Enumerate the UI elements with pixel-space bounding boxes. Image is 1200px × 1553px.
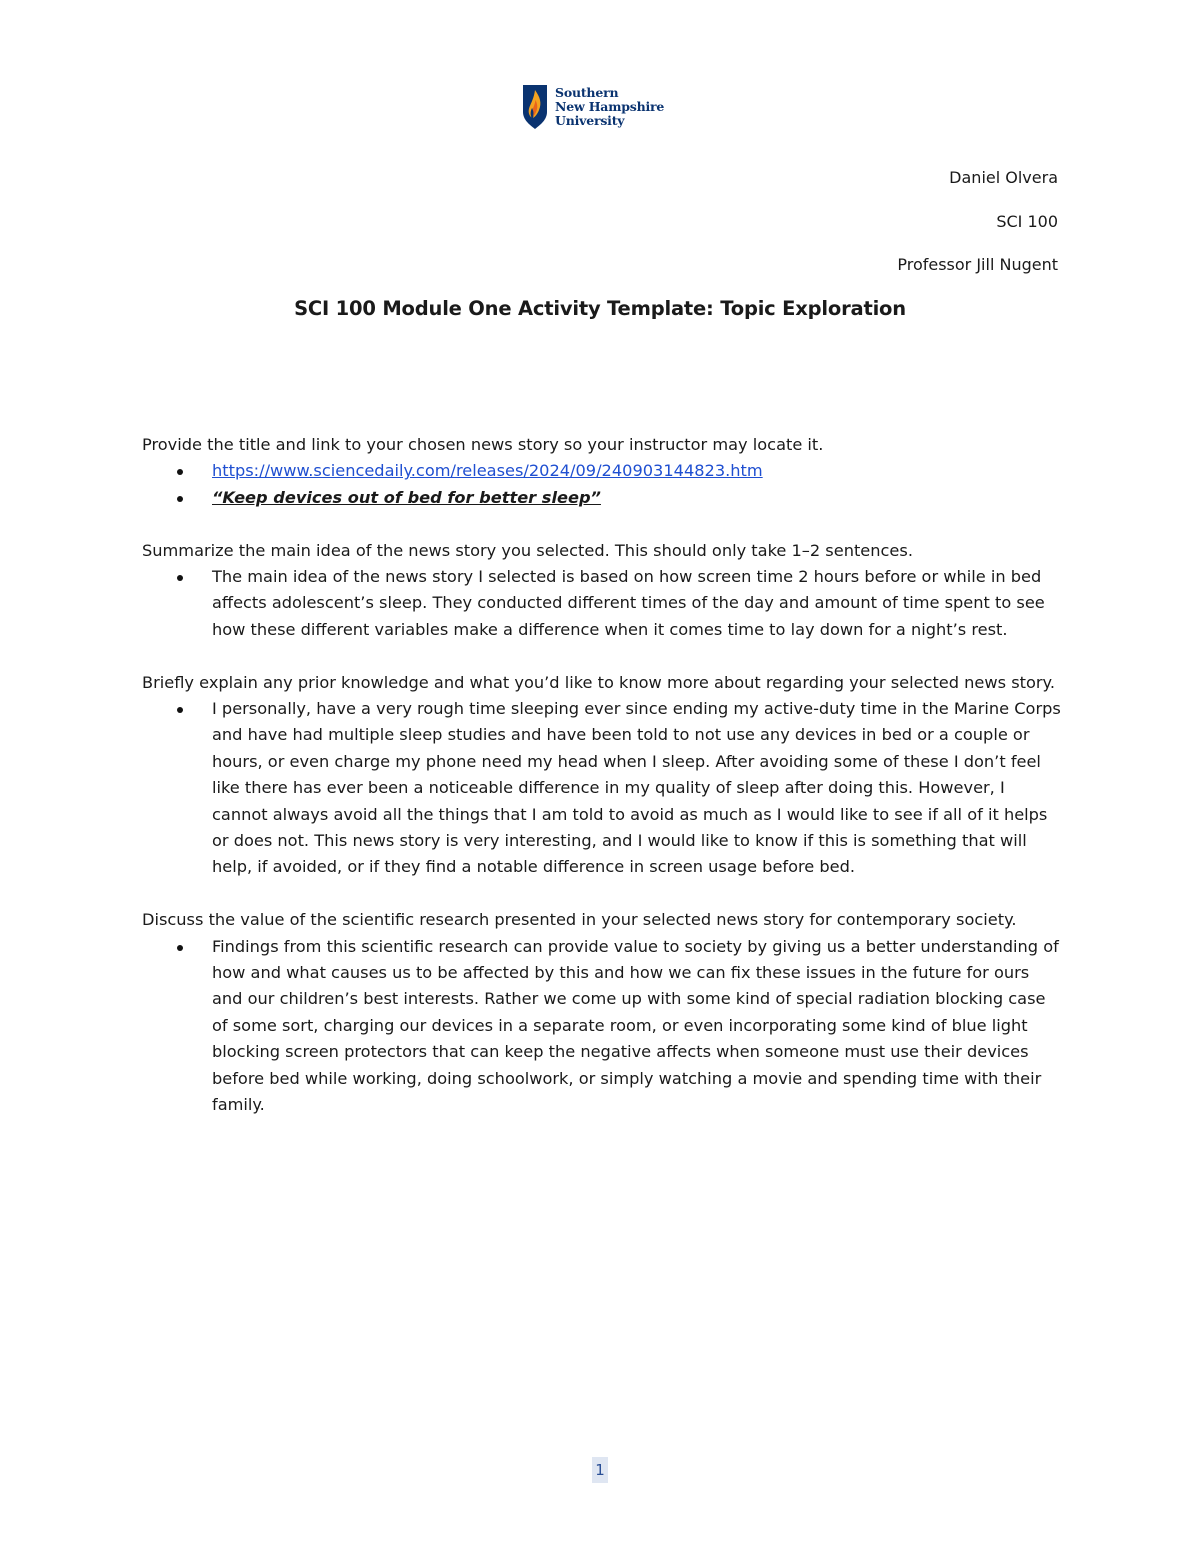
list-item xyxy=(142,458,1062,484)
professor-name: Professor Jill Nugent xyxy=(897,255,1058,274)
list-item xyxy=(142,564,1062,643)
question-3-answers xyxy=(142,696,1062,881)
shield-flame-icon xyxy=(522,84,548,130)
course-code: SCI 100 xyxy=(996,211,1058,231)
logo-line-3: University xyxy=(555,113,625,128)
logo-line-2: New Hampshire xyxy=(555,99,665,114)
logo-line-1: Southern xyxy=(555,85,619,100)
story-link[interactable]: https://www.sciencedaily.com/releases/2024/09/240903144823.htm xyxy=(212,461,763,481)
list-item xyxy=(142,696,1062,881)
bullet-icon xyxy=(177,945,183,951)
question-4-answer: Findings from this scientific research can provide value to society by giving us a better understanding of how and what causes us to be affected by this and how we can fix these issues in the future for ours and our children’s best interests. Rather we come up with some kind of special radiation blocking case of some sort, charging our devices in a separate room, or even incorporating some kind of blue light blocking screen protectors that can keep the negative affects when someone must use their devices before bed while working, doing schoolwork, or simply watching a movie and spending time with their family. xyxy=(212,936,1059,1115)
header-info xyxy=(897,167,1058,298)
bullet-icon xyxy=(177,707,183,713)
page-number: 1 xyxy=(592,1457,608,1483)
question-1-answers xyxy=(142,458,1062,511)
bullet-icon xyxy=(177,496,183,502)
question-3-prompt: Briefly explain any prior knowledge and what you’d like to know more about regarding your selected news story. xyxy=(142,672,1055,692)
list-item xyxy=(142,485,1062,511)
question-4-answers xyxy=(142,934,1062,1119)
question-1-prompt: Provide the title and link to your chosen news story so your instructor may locate it. xyxy=(142,435,824,454)
logo-wordmark xyxy=(555,86,664,128)
question-2-prompt: Summarize the main idea of the news story you selected. This should only take 1–2 sentences. xyxy=(142,540,913,560)
question-2-answer: The main idea of the news story I selected is based on how screen time 2 hours before or while in bed affects adolescent’s sleep. They conducted different times of the day and amount of time spent to see how these different variables make a difference when it comes time to lay down for a night’s rest. xyxy=(212,567,1045,639)
question-2-answers xyxy=(142,564,1062,643)
bullet-icon xyxy=(177,575,183,581)
document-title: SCI 100 Module One Activity Template: Topic Exploration xyxy=(294,297,906,320)
story-title: “Keep devices out of bed for better sleep” xyxy=(212,487,601,507)
question-3-answer: I personally, have a very rough time sleeping ever since ending my active-duty time in the Marine Corps and have had multiple sleep studies and have been told to not use any devices in bed or a couple or hours, or even charge my phone need my head when I sleep. After avoiding some of these I don’t feel like there has ever been a noticeable difference in my quality of sleep after doing this. However, I cannot always avoid all the things that I am told to avoid as much as I would like to see if all of it helps or does not. This news story is very interesting, and I would like to know if this is something that will help, if avoided, or if they find a notable difference in screen usage before bed. xyxy=(212,699,1061,877)
list-item xyxy=(142,934,1062,1119)
university-logo xyxy=(522,84,664,130)
author-name: Daniel Olvera xyxy=(949,168,1058,187)
bullet-icon xyxy=(177,469,183,475)
question-4-prompt: Discuss the value of the scientific research presented in your selected news story for contemporary society. xyxy=(142,910,1017,930)
document-body xyxy=(142,432,1062,1119)
